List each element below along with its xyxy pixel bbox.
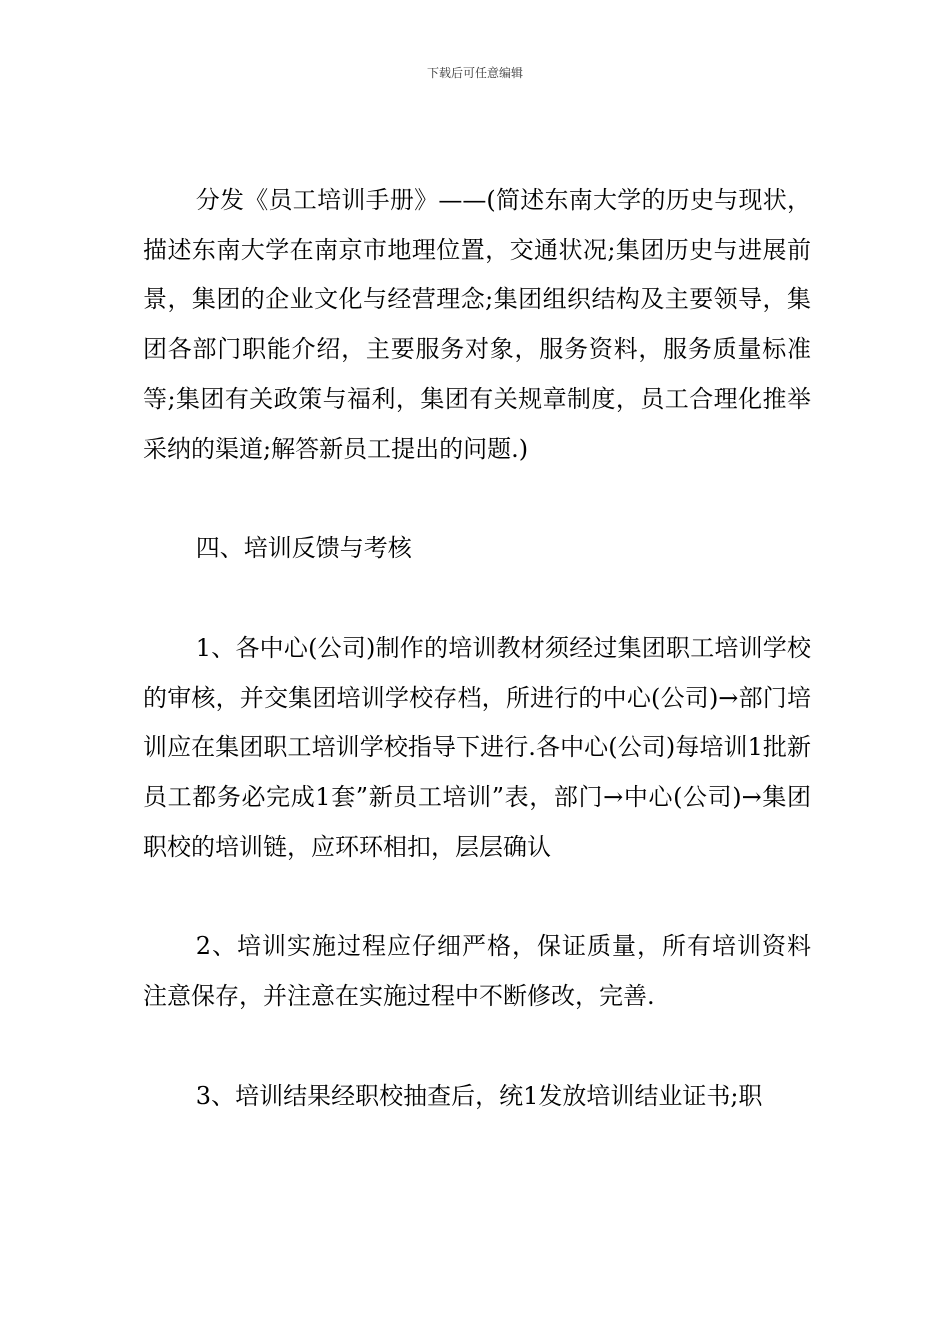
paragraph-item-3: 3、培训结果经职校抽查后，统1发放培训结业证书;职 bbox=[195, 1081, 763, 1110]
paragraph-spacer bbox=[143, 1022, 811, 1072]
paragraph-spacer bbox=[143, 474, 811, 524]
paragraph-spacer bbox=[143, 574, 811, 624]
page-header: 下载后可任意编辑 bbox=[426, 66, 523, 80]
paragraph-handbook-distribution: 分发《员工培训手册》——(简述东南大学的历史与现状，描述东南大学在南京市地理位置，交通状况;集团历史与进展前景，集团的企业文化与经营理念;集团组织结构及主要领导，集团各部门职能介绍，主要服务对象，服务资料，服务质量标准等;集团有关政策与福利，集团有关规章制度，员工合理化推举采纳的渠道;解答新员工提出的问题.) bbox=[143, 186, 811, 463]
paragraph-item-2: 2、培训实施过程应仔细严格，保证质量，所有培训资料注意保存，并注意在实施过程中不断修改，完善. bbox=[143, 932, 811, 1011]
section-heading-feedback-assessment: 四、培训反馈与考核 bbox=[195, 534, 412, 563]
document-body bbox=[143, 176, 811, 1122]
paragraph-spacer bbox=[143, 872, 811, 922]
paragraph-item-1: 1、各中心(公司)制作的培训教材须经过集团职工培训学校的审核，并交集团培训学校存档，所进行的中心(公司)→部门培训应在集团职工培训学校指导下进行.各中心(公司)每培训1批新员工都务必完成1套”新员工培训”表，部门→中心(公司)→集团职校的培训链，应环环相扣，层层确认 bbox=[143, 633, 811, 861]
